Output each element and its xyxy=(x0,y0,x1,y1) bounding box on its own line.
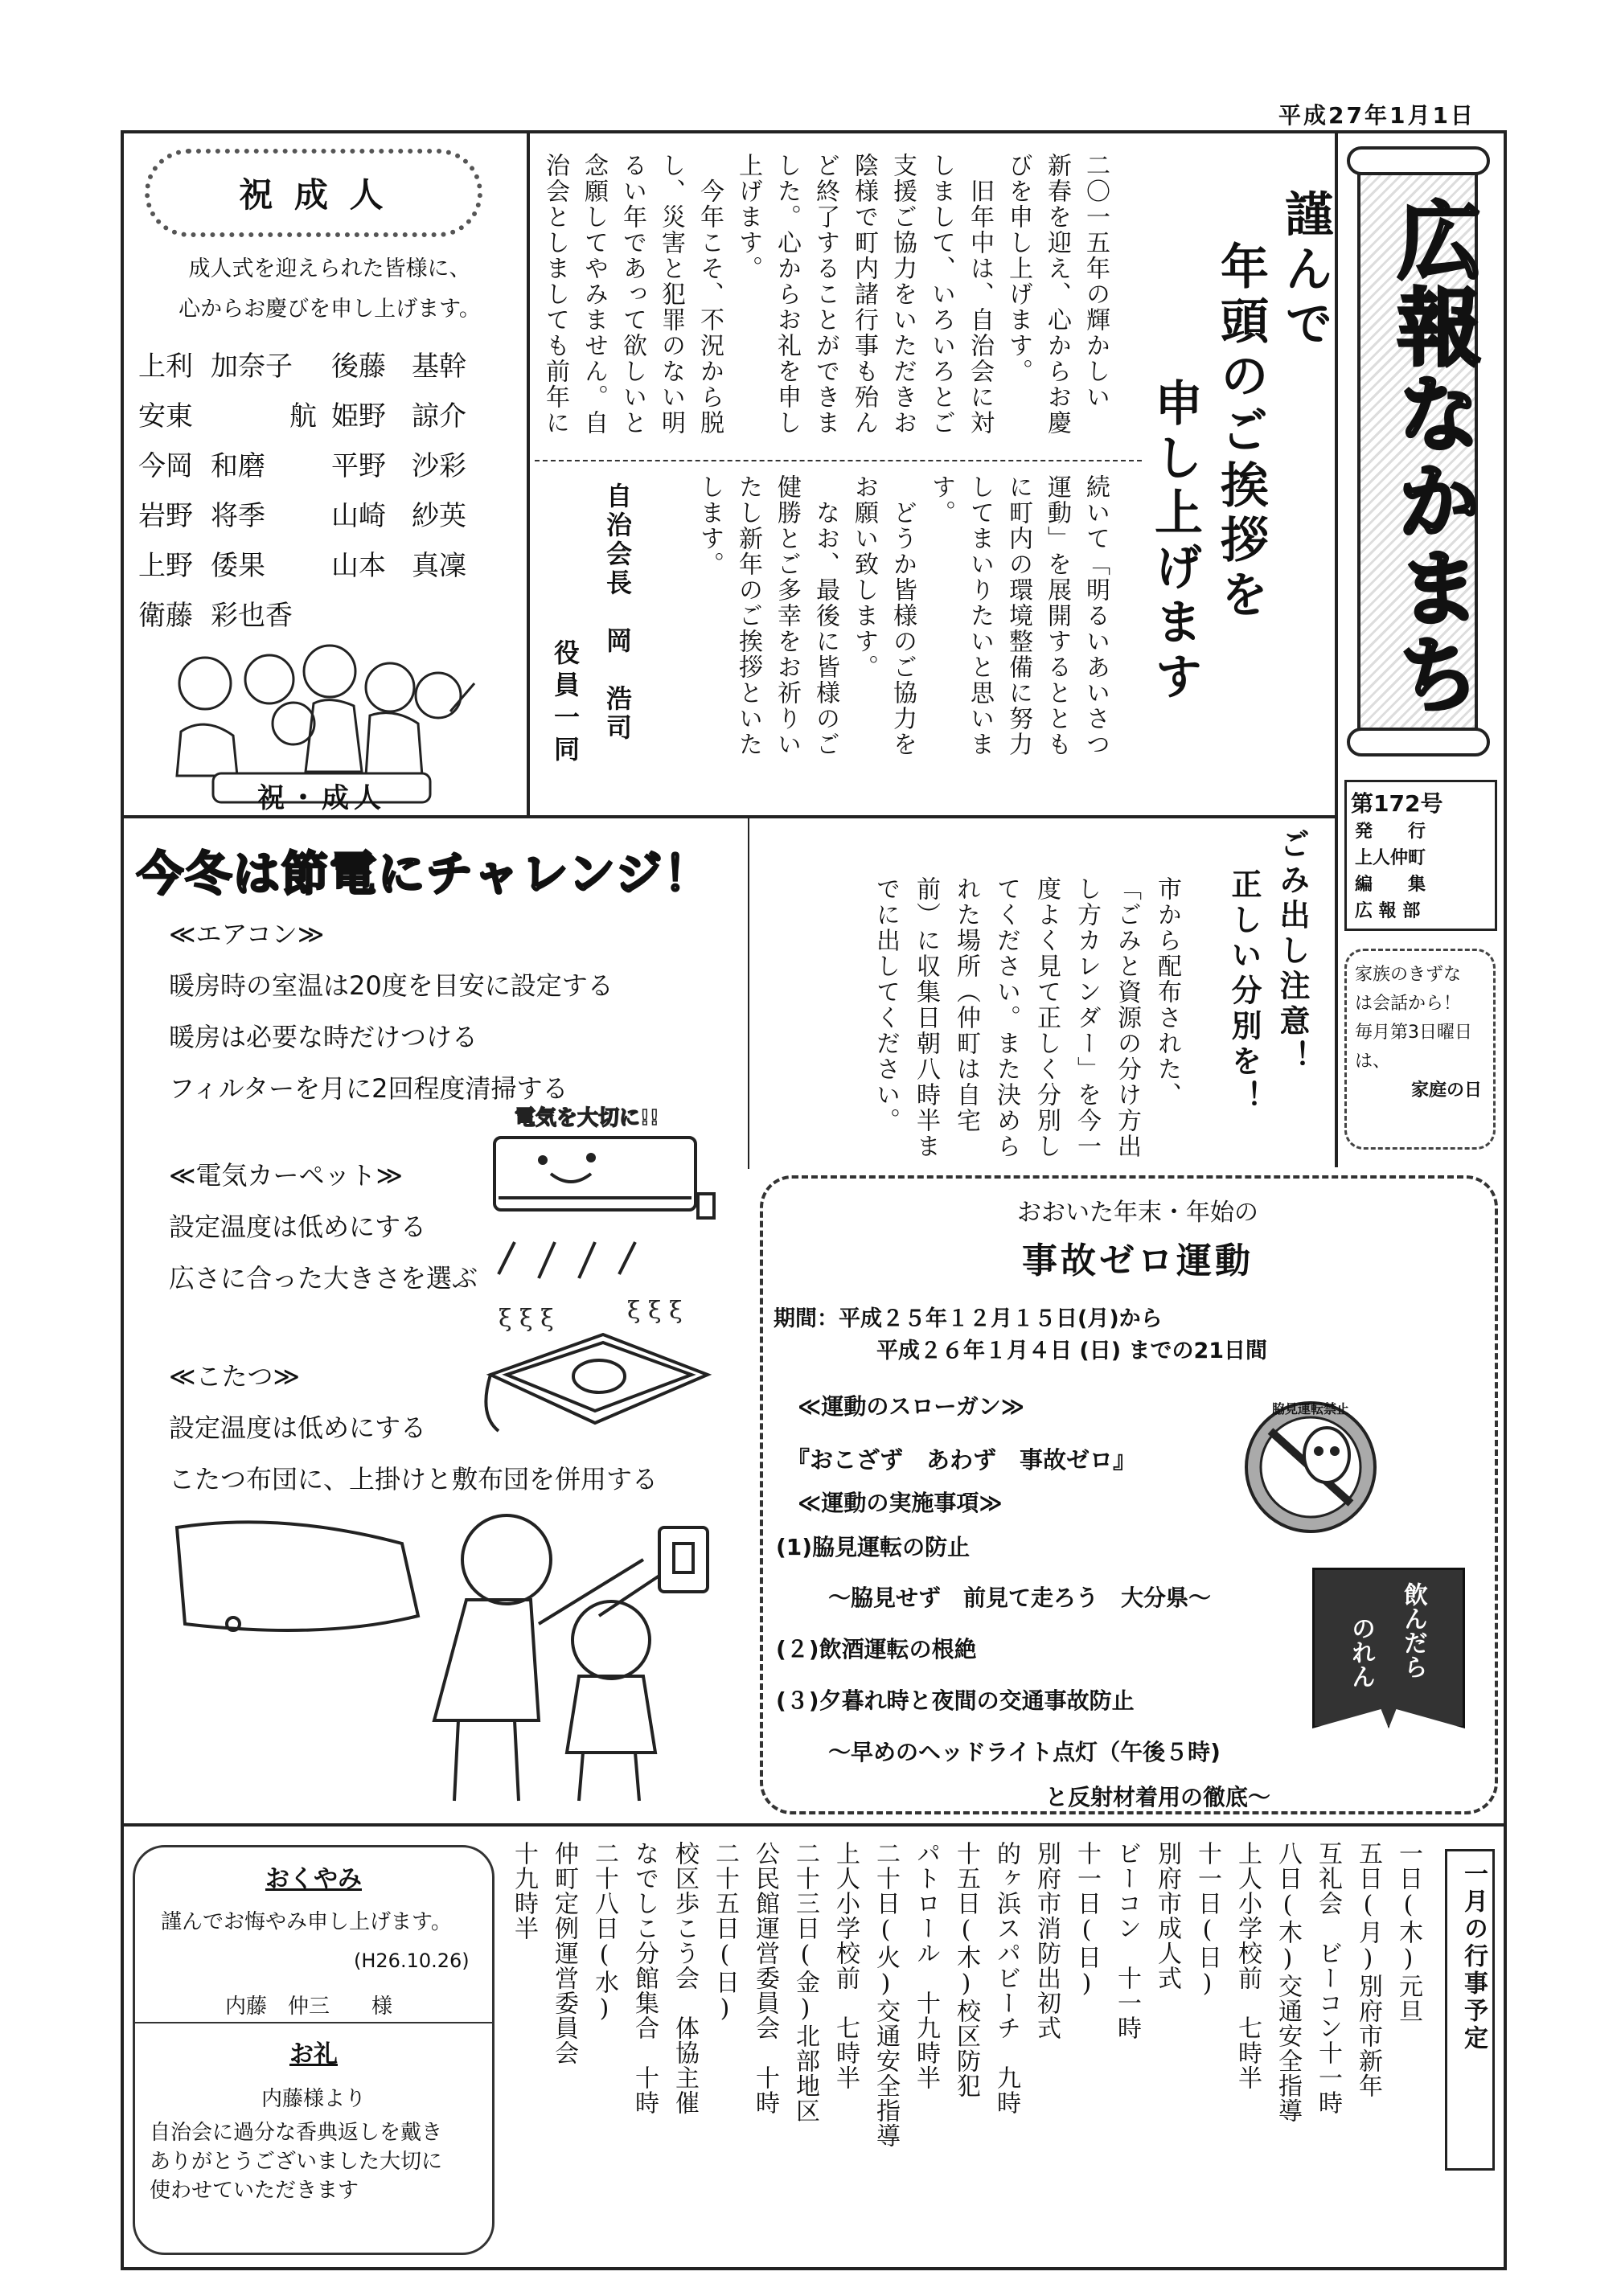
noren-illustration xyxy=(1312,1568,1465,1728)
section-rule-1 xyxy=(121,815,1336,818)
setsuden-item: 暖房時の室温は20度を目安に設定する xyxy=(169,970,614,1001)
schedule-line: 上人小学校前 七時半 xyxy=(831,1841,860,2090)
surname: 岩野 xyxy=(138,500,193,532)
greeting-line: 今年こそ、不況から脱 xyxy=(696,153,724,436)
schedule-line: 一日(木)元旦 xyxy=(1394,1841,1422,2023)
orei-text xyxy=(150,2118,442,2205)
jiko-item: ～脇見せず 前見て走ろう 大分県～ xyxy=(828,1585,1212,1611)
gomi-line: てください。また決めら xyxy=(992,876,1020,1159)
publisher-line: 発 行 xyxy=(1355,822,1426,842)
name-row xyxy=(138,392,516,441)
setsuden-item: こたつ布団に、上掛けと敷布団を併用する xyxy=(169,1464,659,1494)
okuyami-name: 内藤 仲三 様 xyxy=(225,1995,393,2019)
aircon-label: 電気を大切に!! xyxy=(515,1106,659,1130)
left-rule xyxy=(121,130,124,2269)
jiko-item: と反射材着用の徹底～ xyxy=(1045,1784,1271,1810)
surname: 上利 xyxy=(138,351,193,383)
greeting-body-2 xyxy=(690,474,1114,812)
orei-line: 使わせていただきます xyxy=(150,2179,359,2203)
greeting-title-3: 申し上げます xyxy=(1147,378,1203,706)
gomi-line: 度よく見て正しく分別し xyxy=(1032,876,1061,1159)
surname: 上野 xyxy=(138,550,193,582)
schedule-line: ビーコン 十一時 xyxy=(1113,1841,1141,2040)
greeting-line: した。心からお礼を申し xyxy=(773,153,801,436)
setsuden-heading: ≪電気カーペット≫ xyxy=(169,1160,404,1191)
surname: 今岡 xyxy=(138,450,193,482)
no-distraction-sign-label: 脇見運転禁止 xyxy=(1271,1401,1349,1417)
okuyami-date: (H26.10.26) xyxy=(354,1950,470,1972)
given-name: 彩也香 xyxy=(211,600,293,632)
svg-text:ξ ξ ξ: ξ ξ ξ xyxy=(499,1305,554,1333)
schedule-line: 二十五日(日) xyxy=(711,1841,739,2023)
schedule-line: 八日(木)交通安全指導 xyxy=(1274,1841,1302,2123)
greeting-line: びを申し上げます。 xyxy=(1004,153,1032,384)
jiko-item: ～早めのヘッドライト点灯（午後５時) xyxy=(828,1739,1221,1765)
greeting-line: 運動」を展開するととも xyxy=(1043,474,1071,757)
greeting-line: 続いて「明るいあいさつ xyxy=(1081,474,1110,757)
setsuden-item: 設定温度は低めにする xyxy=(169,1212,427,1242)
schedule-line: 二十八日(水) xyxy=(590,1841,618,2023)
name-row xyxy=(138,541,516,591)
surname: 山崎 xyxy=(331,500,386,532)
greeting-line: 上げます。 xyxy=(734,153,762,281)
schedule-line: 校区歩こう会 体協主催 xyxy=(671,1841,699,2115)
setsuden-item: 暖房は必要な時だけつける xyxy=(169,1022,478,1052)
jiko-slogan: 『おこざず あわず 事故ゼロ』 xyxy=(786,1446,1137,1474)
greeting-line: 治会としましても前年に xyxy=(541,153,569,436)
jiko-items-heading: ≪運動の実施事項≫ xyxy=(798,1490,1003,1516)
surname: 平野 xyxy=(331,450,386,482)
okuyami-title: おくやみ xyxy=(265,1865,362,1893)
name-row xyxy=(138,591,516,641)
greeting-line: す。 xyxy=(927,474,955,526)
schedule-line: 十九時半 xyxy=(510,1841,538,1941)
family-line: 毎月第3日曜日 xyxy=(1355,1023,1472,1043)
jiko-period-2: 平成２６年１月４日 (日) までの21日間 xyxy=(876,1339,1268,1363)
schedule-line: 的ヶ浜スパビーチ 九時 xyxy=(992,1841,1020,2115)
greeting-line: お願い致します。 xyxy=(850,474,878,680)
gomi-line: 前）に収集日朝八時半ま xyxy=(912,876,940,1159)
noren-text-2: のれん xyxy=(1347,1616,1375,1688)
greeting-line: なお、最後に皆様のご xyxy=(811,474,839,757)
setsuden-heading: ≪エアコン≫ xyxy=(169,919,325,949)
greeting-line: 旧年中は、自治会に対 xyxy=(966,153,994,436)
greeting-line: し、災害と犯罪のない明 xyxy=(657,153,685,436)
greeting-line: 陰様で町内諸行事も殆ん xyxy=(850,153,878,436)
top-rule xyxy=(121,130,1504,133)
setsuden-item: 広さに合った大きさを選ぶ xyxy=(169,1263,478,1294)
greeting-line: します。 xyxy=(696,474,724,577)
children-illustration xyxy=(161,1511,740,1817)
schedule-line: 五日(月)別府市新年 xyxy=(1354,1841,1382,2098)
aircon-illustration xyxy=(482,1130,724,1290)
publisher-line: 編 集 xyxy=(1355,875,1426,895)
noren-text-1: 飲んだら xyxy=(1399,1582,1427,1679)
issue-date: 平成27年1月1日 xyxy=(1278,102,1475,129)
setsuden-carpet xyxy=(169,1150,478,1304)
publisher-info xyxy=(1355,818,1492,925)
given-name: 和磨 xyxy=(211,450,265,482)
family-day-label: 家庭の日 xyxy=(1410,1080,1482,1101)
greeting-line: るい年であって欲しいと xyxy=(618,153,646,436)
greeting-line: ど終了することができま xyxy=(811,153,839,436)
gomi-title-1: ごみ出し注意！ xyxy=(1274,828,1310,1076)
jiko-title: 事故ゼロ運動 xyxy=(1022,1240,1254,1281)
setsuden-item: フィルターを月に2回程度清掃する xyxy=(169,1073,568,1104)
schedule-line: 十一日(日) xyxy=(1073,1841,1101,1999)
schedule-line: 上人小学校前 七時半 xyxy=(1233,1841,1262,2090)
schedule-title: 一月の行事予定 xyxy=(1459,1861,1488,2052)
setsuden-item: 設定温度は低めにする xyxy=(169,1412,427,1443)
given-name: 航 xyxy=(289,400,317,433)
greeting-line: しまして、いろいろとご xyxy=(927,153,955,436)
given-name: 諒介 xyxy=(412,400,466,433)
greeting-body-1 xyxy=(536,153,1114,458)
jiko-slogan-heading: ≪運動のスローガン≫ xyxy=(798,1393,1025,1420)
greeting-line: たし新年のご挨拶といた xyxy=(734,474,762,757)
right-rule xyxy=(1504,130,1507,2269)
gomi-line: 市から配布された、 xyxy=(1153,876,1181,1108)
mid-rule xyxy=(527,130,530,815)
seijin-badge: 祝 成 人 xyxy=(239,175,388,215)
greeting-title-2: 年頭のご挨拶を xyxy=(1213,241,1269,624)
jiko-item: (３)夕暮れ時と夜間の交通事故防止 xyxy=(776,1687,1135,1714)
schedule-line: 二十日(火)交通安全指導 xyxy=(872,1841,900,2148)
name-row xyxy=(138,342,516,392)
issue-number: 第172号 xyxy=(1351,790,1443,817)
greeting-line: 健勝とご多幸をお祈りい xyxy=(773,474,801,757)
orei-from: 内藤様より xyxy=(261,2087,366,2111)
family-line: 家族のきずな xyxy=(1355,965,1462,985)
schedule-line: 公民館運営委員会 十時 xyxy=(751,1841,779,2115)
orei-title: お礼 xyxy=(289,2040,338,2068)
greeting-line: してまいりたいと思いま xyxy=(966,474,994,757)
section-rule-2 xyxy=(121,1823,1505,1827)
orei-line: 自治会に過分な香典返しを戴き xyxy=(150,2121,443,2145)
given-name: 加奈子 xyxy=(211,351,293,383)
greeting-line: 支援ご協力をいただきお xyxy=(888,153,917,436)
seijin-message-line: 成人式を迎えられた皆様に、 xyxy=(188,256,471,281)
gomi-line: でに出してください。 xyxy=(872,876,900,1134)
schedule-line: 別府市成人式 xyxy=(1153,1841,1181,1991)
jiko-subtitle: おおいた年末・年始の xyxy=(1017,1199,1258,1227)
schedule-line: 別府市消防出初式 xyxy=(1032,1841,1061,2040)
jiko-item: (２)飲酒運転の根絶 xyxy=(776,1636,977,1663)
publisher-line: 上人仲町 xyxy=(1355,848,1426,868)
family-line: は会話から！ xyxy=(1355,994,1462,1014)
greeting-line: どうか皆様のご協力を xyxy=(888,474,917,757)
schedule-line: 互礼会 ビーコン十一時 xyxy=(1314,1841,1342,2115)
given-name: 将季 xyxy=(211,500,265,532)
svg-text:ξ ξ ξ: ξ ξ ξ xyxy=(627,1297,683,1325)
setsuden-heading: ≪こたつ≫ xyxy=(169,1361,301,1392)
given-name: 倭果 xyxy=(211,550,265,582)
greeting-title-1: 謹んで xyxy=(1277,189,1333,353)
gomi-line: し方カレンダー」を今一 xyxy=(1073,876,1101,1159)
family-day-text xyxy=(1355,961,1492,1105)
gomi-body xyxy=(865,876,1187,1159)
seijin-name-list xyxy=(138,342,516,641)
greeting-line: 念願してやみません。自 xyxy=(580,153,608,436)
schedule-line: 二十三日(金)北部地区 xyxy=(791,1841,819,2123)
greeting-line: 新春を迎え、心からお慶 xyxy=(1043,153,1071,436)
schedule-body xyxy=(503,1841,1428,2259)
schedule-line: 十五日(木)校区防犯 xyxy=(952,1841,980,2098)
schedule-line: 十一日(日) xyxy=(1193,1841,1221,1999)
setsuden-aircon xyxy=(169,908,614,1114)
schedule-line: 仲町定例運営委員会 xyxy=(550,1841,578,2065)
publisher-line: 広 報 部 xyxy=(1355,901,1421,921)
greeting-staff: 役員一同 xyxy=(550,639,581,768)
seijin-banner: 祝・成人 xyxy=(257,782,386,814)
setsuden-title: 今冬は節電にチャレンジ！ xyxy=(137,847,712,901)
setsuden-divider xyxy=(748,815,749,1169)
seijin-message xyxy=(149,249,511,330)
schedule-line: パトロール 十九時半 xyxy=(912,1841,940,2090)
masthead-title: 広報なかまち xyxy=(1383,197,1481,718)
given-name: 基幹 xyxy=(412,351,466,383)
given-name: 真凜 xyxy=(412,550,466,582)
surname: 山本 xyxy=(331,550,386,582)
gomi-line: 「ごみと資源の分け方出 xyxy=(1113,876,1141,1159)
given-name: 沙彩 xyxy=(412,450,466,482)
jiko-item: (1)脇見運転の防止 xyxy=(776,1534,971,1560)
bottom-rule xyxy=(121,2267,1507,2270)
given-name: 紗英 xyxy=(412,500,466,532)
greeting-line: 二〇一五年の輝かしい xyxy=(1081,153,1110,410)
seijin-message-line: 心からお慶びを申し上げます。 xyxy=(179,297,481,322)
masthead-scroll-bottom xyxy=(1347,728,1490,756)
greeting-separator xyxy=(535,460,1142,461)
surname: 安東 xyxy=(138,400,193,433)
gomi-title-2: 正しい分別を！ xyxy=(1226,868,1262,1116)
schedule-line: なでしこ分館集合 十時 xyxy=(630,1841,659,2115)
okuyami-divider xyxy=(133,2022,495,2023)
okuyami-text: 謹んでお悔やみ申し上げます。 xyxy=(161,1910,452,1934)
kotatsu-illustration xyxy=(466,1286,732,1439)
surname: 姫野 xyxy=(331,400,386,433)
family-line: は、 xyxy=(1355,1052,1391,1072)
orei-line: ありがとうございました大切に xyxy=(150,2150,443,2174)
name-row xyxy=(138,491,516,541)
jiko-period-1: 期間：平成２５年１２月１５日(月)から xyxy=(774,1306,1163,1331)
surname: 衛藤 xyxy=(138,600,193,632)
greeting-line: に町内の環境整備に努力 xyxy=(1004,474,1032,757)
greeting-signature: 自治会長 岡 浩司 xyxy=(602,482,633,743)
surname: 後藤 xyxy=(331,351,386,383)
gomi-line: れた場所（仲町は自宅 xyxy=(952,876,980,1134)
masthead-scroll-top xyxy=(1347,146,1490,175)
name-row xyxy=(138,441,516,491)
